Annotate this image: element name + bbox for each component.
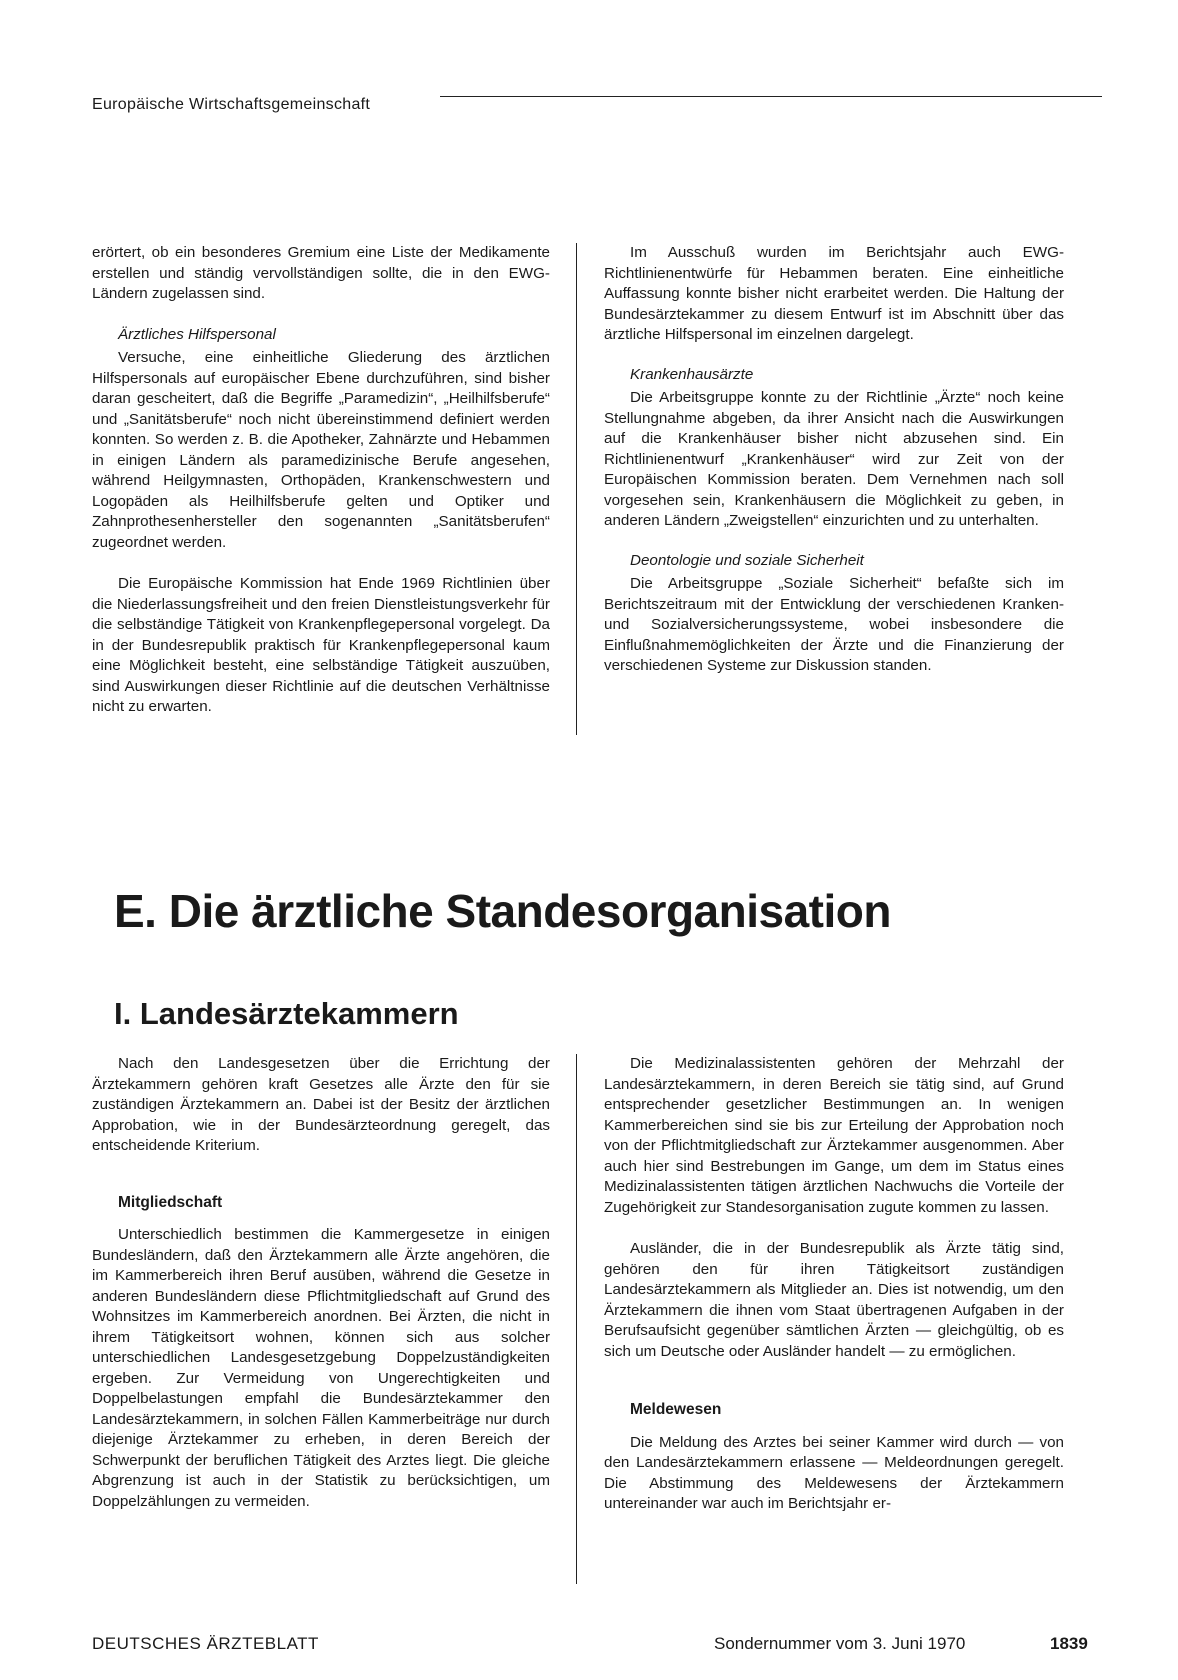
journal-name: DEUTSCHES ÄRZTEBLATT	[92, 1634, 319, 1653]
paragraph: Die Europäische Kommission hat Ende 1969 Richtlinien über die Niederlassungsfreiheit und den freien Dienstleistungsverkehr für die selbständige Tätigkeit von Krankenpflegepersonal vorgelegt. Da in der Bundesrepublik praktisch für Krankenpflegepersonal kaum eine Möglichkeit besteht, eine selbständige Tätigkeit auszuüben, sind Auswirkungen dieser Richtlinie auf die deutschen Verhältnisse nicht zu erwarten.	[92, 575, 550, 715]
paragraph: Ausländer, die in der Bundesrepublik als Ärzte tätig sind, gehören den für ihren Tätigkeitsort zuständigen Landesärztekammern als Mitglieder an. Dies ist notwendig, um den Ärztekammern die ihnen vom Staat übertragenen Aufgaben in der Berufsaufsicht gegenüber sämtlichen Ärzten — gleichgültig, ob es sich um Deutsche oder Ausländer handelt — zu ermöglichen.	[604, 1240, 1064, 1360]
column-divider	[576, 1054, 577, 1584]
column-divider	[576, 243, 577, 735]
header-rule	[440, 96, 1102, 97]
paragraph: Im Ausschuß wurden im Berichtsjahr auch EWG-Richtlinienentwürfe für Hebammen beraten. Eine einheitliche Auffassung konnte bisher nicht erarbeitet werden. Die Haltung der Bundesärztekammer zu diesem Entwurf ist im Abschnitt über das ärztliche Hilfspersonal im einzelnen dargelegt.	[604, 244, 1064, 343]
paragraph: Unterschiedlich bestimmen die Kammergesetze in einigen Bundesländern, daß den Ärztekammern alle Ärzte angehören, die im Kammerbereich ihren Beruf ausüben, während die Gesetze in anderen Bundesländern diese Pflichtmitgliedschaft auf Grund des Wohnsitzes im Kammerbereich anordnen. Bei Ärzten, die nicht in ihrem Tätigkeitsort wohnen, können sich aus solcher unterschiedlichen Landesgesetzgebung Doppelzuständigkeiten ergeben. Zur Vermeidung von Ungerechtigkeiten und Doppelbelastungen empfahl die Bundesärztekammer den Landesärztekammern, in solchen Fällen Kammerbeiträge nur durch diejenige Ärztekammer zu erheben, in deren Bereich der Schwerpunkt der beruflichen Tätigkeit des Arztes liegt. Die gleiche Abgrenzung ist auch in der Statistik zu berücksichtigen, um Doppelzählungen zu vermeiden.	[92, 1226, 550, 1510]
paragraph: Die Meldung des Arztes bei seiner Kammer wird durch — von den Landesärztekammern erlassene — Meldeordnungen geregelt. Die Abstimmung des Meldewesens der Ärztekammern untereinander war auch im Berichtsjahr er-	[604, 1433, 1064, 1512]
paragraph: Die Arbeitsgruppe „Soziale Sicherheit“ befaßte sich im Berichtszeitraum mit der Entwicklung der verschiedenen Kranken- und Sozialversicherungssysteme, wobei insbesondere die Einflußnahmemöglichkeiten der Ärzte und die Finanzierung der verschiedenen Systeme zur Diskussion standen.	[604, 575, 1064, 674]
section-subtitle: I. Landesärztekammern	[114, 996, 459, 1031]
subheading: Mitgliedschaft	[118, 1193, 223, 1211]
paragraph: Die Arbeitsgruppe konnte zu der Richtlinie „Ärzte“ noch keine Stellungnahme abgeben, da ihrer Ansicht nach die Auswirkungen auf die Krankenhäuser bisher nicht abzusehen sind. Ein Richtlinienentwurf „Krankenhäuser“ wird zur Zeit von der Europäischen Kommission beraten. Dem Vernehmen nach soll vorgesehen sein, Krankenhäusern die Möglichkeit zu geben, in anderen Ländern „Zweigstellen“ einzurichten und zu unterhalten.	[604, 389, 1064, 529]
paragraph: Nach den Landesgesetzen über die Errichtung der Ärztekammern gehören kraft Gesetzes alle Ärzte den für sie zuständigen Ärztekammern an. Dabei ist der Besitz der ärztlichen Approbation, wie in der Bundesärzteordnung geregelt, das entscheidende Kriterium.	[92, 1055, 550, 1154]
subheading: Meldewesen	[630, 1401, 722, 1418]
subheading: Krankenhausärzte	[630, 365, 754, 383]
issue-info: Sondernummer vom 3. Juni 1970	[714, 1634, 966, 1653]
subheading: Deontologie und soziale Sicherheit	[630, 551, 864, 569]
top-left-column	[92, 243, 550, 718]
subheading: Ärztliches Hilfspersonal	[118, 325, 276, 343]
page-number: 1839	[1050, 1634, 1088, 1653]
bottom-right-column	[604, 1054, 1064, 1515]
paragraph: Versuche, eine einheitliche Gliederung des ärztlichen Hilfspersonals auf europäischer Ebene durchzuführen, sind bisher daran gescheitert, daß die Begriffe „Paramedizin“, „Heilhilfsberufe“ und „Sanitätsberufe“ noch nicht übereinstimmend definiert werden konnten. So werden z. B. die Apotheker, Zahnärzte und Hebammen in einigen Ländern als paramedizinische Berufe angesehen, während Heilgymnasten, Orthopäden, Krankenschwestern und Logopäden als Heilhilfsberufe gelten und Optiker und Zahnprothesenhersteller den sogenannten „Sanitätsberufen“ zugeordnet werden.	[92, 349, 550, 551]
running-head: Europäische Wirtschaftsgemeinschaft	[92, 96, 371, 113]
paragraph: erörtert, ob ein besonderes Gremium eine Liste der Medikamente erstellen und ständig vervollständigen sollte, die in den EWG-Ländern zugelassen sind.	[92, 244, 550, 302]
section-title: E. Die ärztliche Standesorganisation	[114, 885, 891, 937]
bottom-left-column	[92, 1054, 550, 1512]
top-right-column	[604, 243, 1064, 677]
paragraph: Die Medizinalassistenten gehören der Mehrzahl der Landesärztekammern, in deren Bereich sie tätig sind, auf Grund entsprechender gesetzlicher Bestimmungen an. In wenigen Kammerbereichen sind sie bis zur Erteilung der Approbation noch von der Pflichtmitgliedschaft zur Ärztekammer ausgenommen. Aber auch hier sind Bestrebungen im Gange, um dem im Status eines Medizinalassistenten tätigen ärztlichen Nachwuchs die Vorteile der Zugehörigkeit zur Standesorganisation zugute kommen zu lassen.	[604, 1055, 1064, 1216]
